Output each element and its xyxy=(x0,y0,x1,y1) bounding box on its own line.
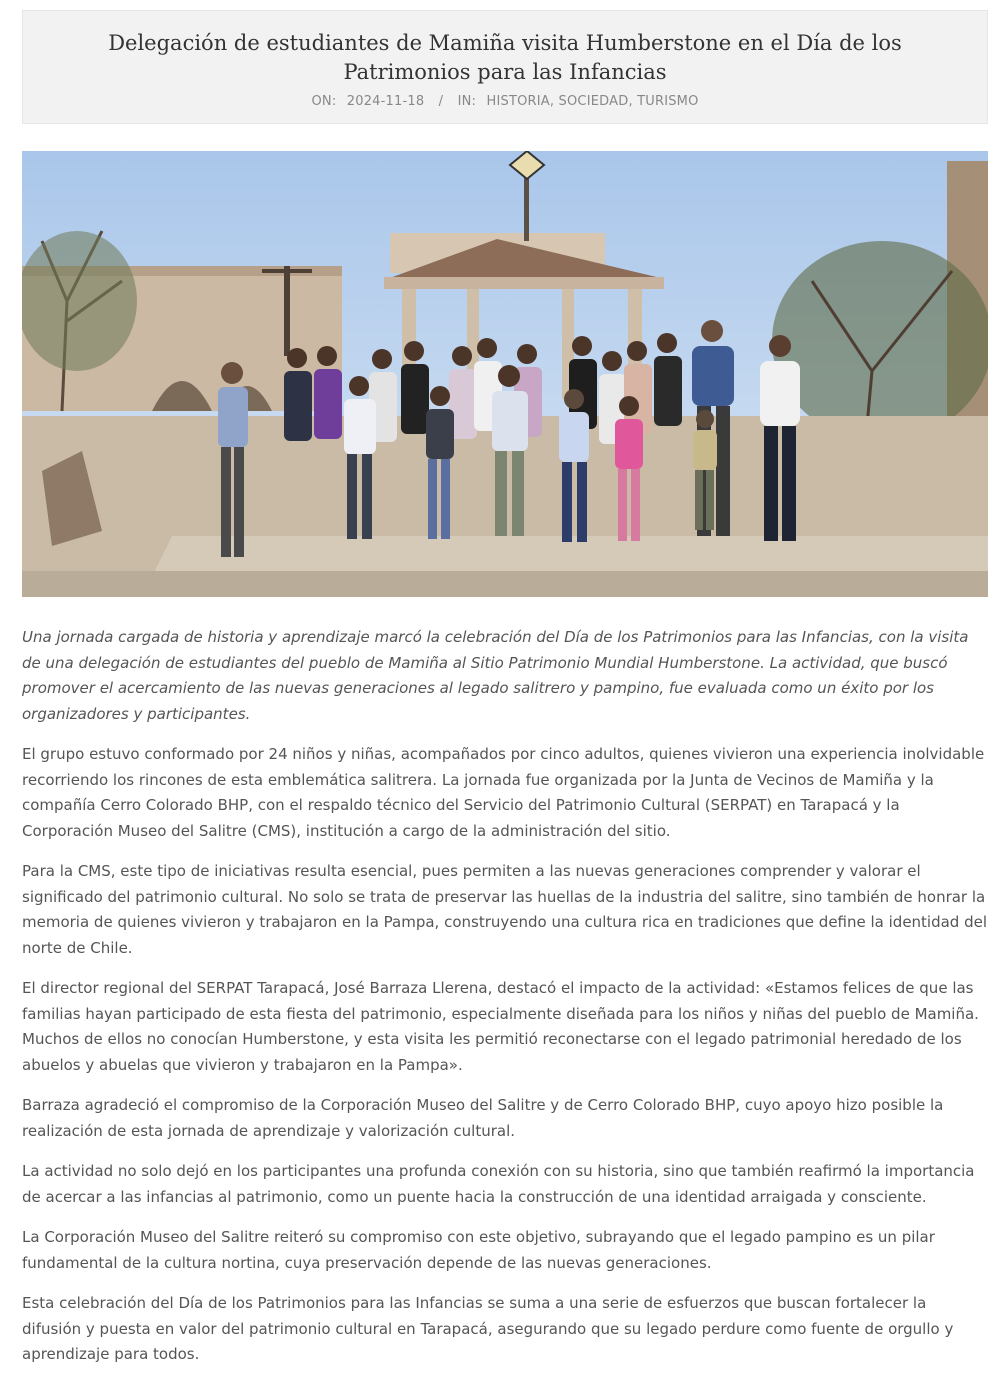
lead-paragraph: Una jornada cargada de historia y aprendizaje marcó la celebración del Día de los Patrimonios para las Infancias, con la visita de una delegación de estudiantes del pueblo de Mamiña al Sitio Patrimonio Mundial Humberstone. La actividad, que buscó promover el acercamiento de las nuevas generaciones al legado salitrero y pampino, fue evaluada como un éxito por los organizadores y participantes. xyxy=(22,628,969,723)
paragraph: El director regional del SERPAT Tarapacá, José Barraza Llerena, destacó el impacto de la actividad: «Estamos felices de que las familias hayan participado de esta fiesta del patrimonio, especialmente diseñada para los niños y niñas del pueblo de Mamiña. Muchos de ellos no conocían Humberstone, y esta visita les permitió reconectarse con el legado patrimonial heredado de los abuelos y abuelas que vivieron y trabajaron en la Pampa». xyxy=(22,979,979,1074)
category-links[interactable]: HISTORIA, SOCIEDAD, TURISMO xyxy=(486,94,699,109)
category-label: IN: xyxy=(457,94,477,109)
article-body xyxy=(22,625,988,1383)
featured-photo xyxy=(22,151,988,597)
article-meta xyxy=(23,94,987,109)
article-header xyxy=(22,10,988,124)
publish-date: 2024-11-18 xyxy=(346,94,425,109)
paragraph: Barraza agradeció el compromiso de la Corporación Museo del Salitre y de Cerro Colorado BHP, cuyo apoyo hizo posible la realización de esta jornada de aprendizaje y valorización cultural. xyxy=(22,1096,944,1140)
paragraph: El grupo estuvo conformado por 24 niños y niñas, acompañados por cinco adultos, quienes vivieron una experiencia inolvidable recorriendo los rincones de esta emblemática salitrera. La jornada fue organizada por la Junta de Vecinos de Mamiña y la compañía Cerro Colorado BHP, con el respaldo técnico del Servicio del Patrimonio Cultural (SERPAT) en Tarapacá y la Corporación Museo del Salitre (CMS), institución a cargo de la administración del sitio. xyxy=(22,745,985,840)
date-label: ON: xyxy=(311,94,337,109)
paragraph: Esta celebración del Día de los Patrimonios para las Infancias se suma a una serie de esfuerzos que buscan fortalecer la difusión y puesta en valor del patrimonio cultural en Tarapacá, asegurando que su legado perdure como fuente de orgullo y aprendizaje para todos. xyxy=(22,1294,954,1363)
article-title: Delegación de estudiantes de Mamiña visita Humberstone en el Día de los Patrimonios para las Infancias xyxy=(108,31,902,84)
paragraph: Para la CMS, este tipo de iniciativas resulta esencial, pues permiten a las nuevas generaciones comprender y valorar el significado del patrimonio cultural. No solo se trata de preservar las huellas de la industria del salitre, sino también de honrar la memoria de quienes vivieron y trabajaron en la Pampa, construyendo una cultura rica en tradiciones que define la identidad del norte de Chile. xyxy=(22,862,988,957)
paragraph: La Corporación Museo del Salitre reiteró su compromiso con este objetivo, subrayando que el legado pampino es un pilar fundamental de la cultura nortina, cuya preservación depende de las nuevas generaciones. xyxy=(22,1228,935,1272)
paragraph: La actividad no solo dejó en los participantes una profunda conexión con su historia, sino que también reafirmó la importancia de acercar a las infancias al patrimonio, como un puente hacia la construcción de una identidad arraigada y consciente. xyxy=(22,1162,975,1206)
meta-separator: / xyxy=(438,94,444,109)
